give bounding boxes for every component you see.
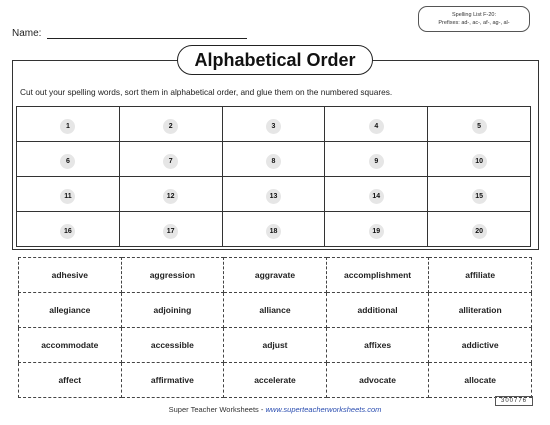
numbered-square[interactable] — [428, 107, 531, 142]
numbered-square[interactable] — [222, 107, 325, 142]
numbered-square[interactable] — [428, 212, 531, 247]
number-badge: 11 — [60, 189, 75, 204]
word-card[interactable]: allegiance — [19, 293, 122, 328]
numbered-square[interactable] — [119, 142, 222, 177]
word-card[interactable]: additional — [326, 293, 429, 328]
numbered-square[interactable] — [325, 212, 428, 247]
word-card[interactable]: aggravate — [224, 258, 327, 293]
word-card[interactable]: adhesive — [19, 258, 122, 293]
number-badge: 15 — [472, 189, 487, 204]
prefixes-label: Prefixes: ad-, ac-, af-, ag-, al- — [438, 20, 510, 26]
number-badge: 7 — [163, 154, 178, 169]
word-card[interactable]: adjust — [224, 328, 327, 363]
word-row — [19, 258, 532, 293]
instructions: Cut out your spelling words, sort them in alphabetical order, and glue them on the numbered squares. — [20, 87, 393, 97]
word-card[interactable]: accomplishment — [326, 258, 429, 293]
numbered-square[interactable] — [119, 107, 222, 142]
numbered-square[interactable] — [325, 142, 428, 177]
numbered-square[interactable] — [325, 177, 428, 212]
number-badge: 5 — [472, 119, 487, 134]
numbered-square[interactable] — [119, 212, 222, 247]
word-card[interactable]: alliance — [224, 293, 327, 328]
numbered-square[interactable] — [17, 107, 120, 142]
word-card[interactable]: advocate — [326, 363, 429, 398]
numbered-square[interactable] — [428, 142, 531, 177]
number-badge: 13 — [266, 189, 281, 204]
numbered-square[interactable] — [119, 177, 222, 212]
numbered-square[interactable] — [17, 212, 120, 247]
word-card[interactable]: aggression — [121, 258, 224, 293]
number-badge: 6 — [60, 154, 75, 169]
number-badge: 9 — [369, 154, 384, 169]
number-badge: 10 — [472, 154, 487, 169]
word-card[interactable]: allocate — [429, 363, 532, 398]
number-badge: 1 — [60, 119, 75, 134]
footer-site-name: Super Teacher Worksheets - — [168, 405, 266, 414]
word-card[interactable]: affirmative — [121, 363, 224, 398]
footer — [0, 405, 550, 414]
number-badge: 16 — [60, 224, 75, 239]
word-row — [19, 363, 532, 398]
footer-url-link[interactable]: www.superteacherworksheets.com — [265, 405, 382, 414]
word-card[interactable]: accommodate — [19, 328, 122, 363]
numbered-square[interactable] — [17, 142, 120, 177]
numbered-square[interactable] — [222, 177, 325, 212]
word-card[interactable]: affixes — [326, 328, 429, 363]
number-badge: 3 — [266, 119, 281, 134]
page-title: Alphabetical Order — [177, 45, 373, 75]
worksheet-code: 300776 — [495, 396, 533, 406]
number-badge: 14 — [369, 189, 384, 204]
number-badge: 4 — [369, 119, 384, 134]
word-card[interactable]: accessible — [121, 328, 224, 363]
spelling-list-label: Spelling List F-20: — [451, 12, 497, 18]
word-row — [19, 328, 532, 363]
grid-row — [17, 107, 531, 142]
word-card[interactable]: affiliate — [429, 258, 532, 293]
word-cards-grid — [18, 257, 532, 398]
name-label: Name: — [12, 28, 42, 39]
number-badge: 19 — [369, 224, 384, 239]
numbered-square[interactable] — [428, 177, 531, 212]
number-badge: 8 — [266, 154, 281, 169]
numbered-square[interactable] — [222, 212, 325, 247]
numbered-square[interactable] — [17, 177, 120, 212]
number-badge: 20 — [472, 224, 487, 239]
word-card[interactable]: affect — [19, 363, 122, 398]
number-badge: 2 — [163, 119, 178, 134]
word-card[interactable]: adjoining — [121, 293, 224, 328]
numbered-square[interactable] — [222, 142, 325, 177]
number-badge: 18 — [266, 224, 281, 239]
word-card[interactable]: accelerate — [224, 363, 327, 398]
grid-row — [17, 142, 531, 177]
numbered-square[interactable] — [325, 107, 428, 142]
grid-row — [17, 177, 531, 212]
word-card[interactable]: alliteration — [429, 293, 532, 328]
number-badge: 17 — [163, 224, 178, 239]
grid-row — [17, 212, 531, 247]
word-row — [19, 293, 532, 328]
spelling-list-box — [418, 6, 530, 32]
name-line[interactable] — [47, 38, 247, 39]
numbered-squares-grid — [16, 106, 531, 247]
number-badge: 12 — [163, 189, 178, 204]
word-card[interactable]: addictive — [429, 328, 532, 363]
